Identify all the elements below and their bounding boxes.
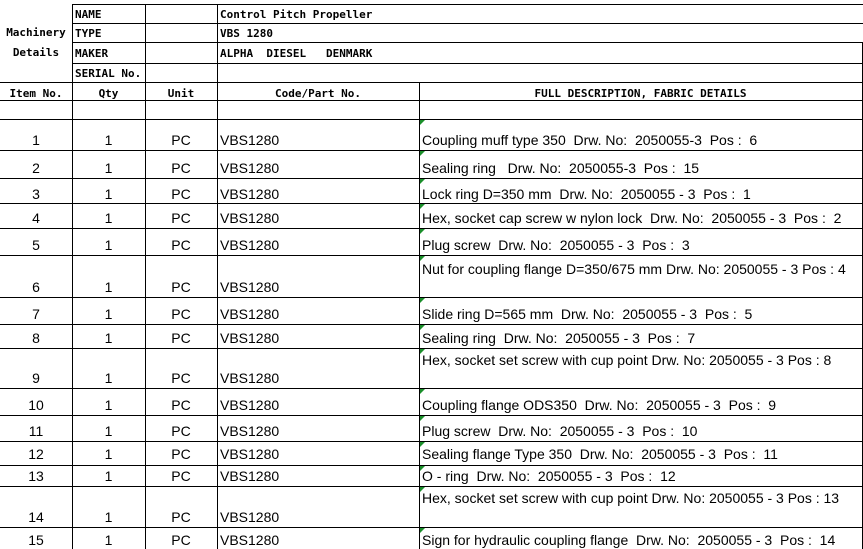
description: Plug screw Drw. No: 2050055 - 3 Pos : 10 [422,423,698,439]
unit: PC [171,186,191,202]
code: VBS1280 [220,160,280,176]
qty: 1 [104,330,113,346]
code: VBS1280 [220,509,280,525]
item-no: 10 [28,397,44,413]
code: VBS1280 [220,237,280,253]
comment-marker-icon [420,298,425,303]
code: VBS1280 [220,210,280,226]
machinery-label [0,26,72,39]
qty: 1 [104,446,113,462]
column-header-code: Code/Part No. [274,87,362,100]
item-no: 5 [32,237,40,253]
description: Hex, socket set screw with cup point Drw. No: 2050055 - 3 Pos : 13 [422,490,840,506]
unit: PC [171,370,191,386]
unit: PC [171,423,191,439]
description: Sign for hydraulic coupling flange Drw. No: 2050055 - 3 Pos : 14 [422,532,836,548]
column-header-item: Item No. [9,87,63,100]
description: Plug screw Drw. No: 2050055 - 3 Pos : 3 [422,237,690,253]
type-label: TYPE [75,27,102,40]
column-header-desc: FULL DESCRIPTION, FABRIC DETAILS [534,87,747,100]
item-no: 7 [32,306,40,322]
description: Sealing ring Drw. No: 2050055-3 Pos : 15 [422,160,700,176]
item-no: 1 [32,132,40,148]
code: VBS1280 [220,306,280,322]
item-no: 11 [28,423,44,439]
unit: PC [171,306,191,322]
item-no: 2 [32,160,40,176]
item-no: 12 [28,446,44,462]
qty: 1 [104,306,113,322]
comment-marker-icon [420,204,425,209]
machinery-label-line-1: Machinery [6,26,66,39]
qty: 1 [104,237,113,253]
qty: 1 [104,186,113,202]
qty: 1 [104,423,113,439]
item-no: 14 [28,509,44,525]
comment-marker-icon [420,179,425,184]
code: VBS1280 [220,279,280,295]
description: Hex, socket cap screw w nylon lock Drw. No: 2050055 - 3 Pos : 2 [422,210,842,226]
unit: PC [171,237,191,253]
description: Sealing flange Type 350 Drw. No: 2050055 - 3 Pos : 11 [422,446,778,462]
qty: 1 [104,509,113,525]
unit: PC [171,397,191,413]
unit: PC [171,132,191,148]
code: VBS1280 [220,330,280,346]
qty: 1 [104,160,113,176]
item-no: 4 [32,210,40,226]
code: VBS1280 [220,446,280,462]
item-no: 15 [28,532,44,548]
comment-marker-icon [420,416,425,421]
qty: 1 [104,468,113,484]
unit: PC [171,160,191,176]
code: VBS1280 [220,186,280,202]
qty: 1 [104,132,113,148]
details-label: Details [12,46,60,59]
qty: 1 [104,532,113,548]
maker-label: MAKER [75,47,109,60]
column-header-qty: Qty [98,87,119,100]
code: VBS1280 [220,468,280,484]
qty: 1 [104,210,113,226]
unit: PC [171,210,191,226]
unit: PC [171,532,191,548]
item-no: 9 [32,370,40,386]
unit: PC [171,446,191,462]
serial-label: SERIAL No. [75,67,142,80]
comment-marker-icon [420,229,425,234]
column-header-unit: Unit [167,87,195,100]
qty: 1 [104,370,113,386]
qty: 1 [104,397,113,413]
description: Sealing ring Drw. No: 2050055 - 3 Pos : 7 [422,330,696,346]
description: Lock ring D=350 mm Drw. No: 2050055 - 3 Pos : 1 [422,186,751,202]
comment-marker-icon [420,389,425,394]
item-no: 3 [32,186,40,202]
maker-value[interactable]: ALPHA DIESEL DENMARK [220,47,373,60]
description: Nut for coupling flange D=350/675 mm Drw. No: 2050055 - 3 Pos : 4 [422,261,846,277]
comment-marker-icon [420,120,425,125]
qty: 1 [104,279,113,295]
description: Coupling muff type 350 Drw. No: 2050055-3 Pos : 6 [422,132,758,148]
unit: PC [171,509,191,525]
name-label: NAME [75,8,102,21]
name-value[interactable]: Control Pitch Propeller [220,8,373,21]
unit: PC [171,468,191,484]
description: Slide ring D=565 mm Drw. No: 2050055 - 3 Pos : 5 [422,306,753,322]
code: VBS1280 [220,370,280,386]
code: VBS1280 [220,532,280,548]
type-value[interactable]: VBS 1280 [220,27,273,40]
description: O - ring Drw. No: 2050055 - 3 Pos : 12 [422,468,676,484]
item-no: 8 [32,330,40,346]
code: VBS1280 [220,132,280,148]
comment-marker-icon [420,151,425,156]
item-no: 6 [32,279,40,295]
unit: PC [171,279,191,295]
description: Coupling flange ODS350 Drw. No: 2050055 - 3 Pos : 9 [422,397,777,413]
unit: PC [171,330,191,346]
code: VBS1280 [220,397,280,413]
item-no: 13 [28,468,44,484]
code: VBS1280 [220,423,280,439]
description: Hex, socket set screw with cup point Drw. No: 2050055 - 3 Pos : 8 [422,352,832,368]
